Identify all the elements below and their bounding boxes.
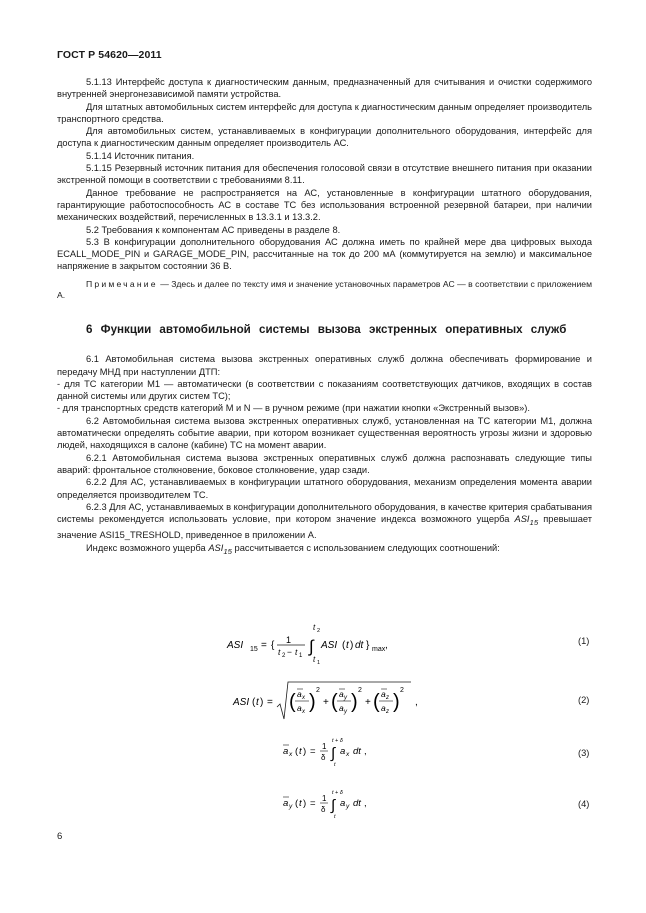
max-subscript: max bbox=[372, 646, 386, 653]
lower-limit: t bbox=[334, 814, 336, 820]
paren: ) bbox=[309, 691, 316, 713]
paragraph: Для штатных автомобильных систем интерфейс для доступа к диагностическим данным определяет производитель транспортного средства. bbox=[57, 101, 592, 124]
fraction-numerator: 1 bbox=[286, 635, 292, 645]
lower-limit-subscript: 1 bbox=[317, 660, 321, 664]
upper-limit-subscript: 2 bbox=[317, 628, 321, 634]
a-symbol: a bbox=[339, 703, 344, 713]
t-symbol: t bbox=[256, 697, 259, 708]
t-symbol: t bbox=[299, 798, 302, 809]
equation-3 bbox=[281, 735, 401, 769]
paragraph-index bbox=[57, 542, 592, 558]
a-symbol: a bbox=[381, 689, 386, 699]
document-header: ГОСТ Р 54620—2011 bbox=[57, 49, 162, 61]
a-symbol: a bbox=[283, 746, 289, 757]
equals-sign: = bbox=[310, 798, 316, 809]
plus-sign: + bbox=[365, 697, 371, 708]
paren: ) bbox=[303, 746, 307, 757]
asi-subscript: 15 bbox=[250, 646, 258, 653]
x-subscript: x bbox=[346, 751, 350, 758]
asi-symbol: ASI bbox=[514, 514, 530, 525]
plus-sign: + bbox=[323, 697, 329, 708]
paragraph-text: Индекс возможного ущерба bbox=[86, 542, 206, 553]
paren: ( bbox=[331, 691, 338, 713]
paren: ( bbox=[252, 697, 256, 708]
integral-sign: ∫ bbox=[309, 637, 314, 656]
dt-symbol: dt bbox=[353, 746, 361, 757]
a-symbol: a bbox=[283, 798, 289, 809]
note-label: Примечание bbox=[86, 278, 158, 289]
fraction-numerator: 1 bbox=[322, 794, 327, 803]
list-item: - для транспортных средств категорий М и N — в ручном режиме (при нажатии кнопки «Экстренный вызов»). bbox=[57, 403, 530, 414]
t-symbol: t bbox=[299, 746, 302, 757]
equation-number: (3) bbox=[578, 748, 590, 758]
x-subscript: x bbox=[289, 751, 293, 758]
y-subscript: y bbox=[289, 803, 293, 810]
delta-symbol: δ bbox=[321, 805, 326, 814]
brace-open: { bbox=[271, 640, 275, 651]
asi-symbol: ASI bbox=[227, 640, 244, 651]
t-symbol: t bbox=[313, 655, 316, 664]
upper-limit: t + δ bbox=[332, 738, 343, 744]
equals-sign: = bbox=[261, 640, 267, 651]
paren: ) bbox=[351, 691, 358, 713]
x-subscript: x bbox=[302, 695, 305, 701]
z-subscript: z bbox=[386, 709, 389, 715]
equation-1 bbox=[225, 622, 425, 664]
minus-sign: − bbox=[287, 647, 292, 657]
asi-symbol: ASI bbox=[208, 542, 224, 553]
a-symbol: a bbox=[340, 746, 346, 757]
paren: ( bbox=[373, 691, 380, 713]
paragraph: 6.2 Автомобильная система вызова экстренных оперативных служб, установленная на ТС категории М1, должна автоматически определять событие аварии, при котором возникает существенная вероятность угрозы жизни и здоровью людей, находящихся в салоне (кабине) ТС на момент аварии. bbox=[57, 415, 592, 451]
t-symbol: t bbox=[278, 647, 281, 657]
paragraph: 5.2 Требования к компонентам АС приведены в разделе 8. bbox=[86, 224, 341, 235]
equation-number: (4) bbox=[578, 799, 590, 809]
square-exponent: 2 bbox=[400, 687, 404, 694]
paragraph: 5.1.15 Резервный источник питания для обеспечения голосовой связи в отсутствие внешнего питания при оказании экстренной помощи в соответствии с требованиями 8.11. bbox=[57, 163, 592, 186]
a-symbol: a bbox=[297, 703, 302, 713]
a-symbol: a bbox=[381, 703, 386, 713]
t1-subscript: 1 bbox=[299, 653, 303, 659]
fraction-numerator: 1 bbox=[322, 742, 327, 751]
integral-sign: ∫ bbox=[331, 797, 336, 814]
dt-symbol: dt bbox=[355, 640, 364, 651]
equals-sign: = bbox=[310, 746, 316, 757]
asi-symbol: ASI bbox=[321, 640, 338, 651]
a-symbol: a bbox=[297, 689, 302, 699]
paren: ) bbox=[303, 798, 307, 809]
lower-limit: t bbox=[334, 762, 336, 768]
z-subscript: z bbox=[386, 695, 389, 701]
paragraph: 6.2.2 Для АС, устанавливаемых в конфигурации штатного оборудования, механизм определения момента аварии определяется производителем ТС. bbox=[57, 477, 592, 500]
note-text: — Здесь и далее по тексту имя и значение установочных параметров АС — в соответствии с приложением А. bbox=[57, 278, 592, 301]
t-symbol: t bbox=[313, 623, 316, 632]
a-symbol: a bbox=[339, 689, 344, 699]
t2-subscript: 2 bbox=[282, 653, 286, 659]
brace-close: } bbox=[366, 640, 370, 651]
document-body bbox=[57, 76, 592, 558]
t-symbol: t bbox=[295, 647, 298, 657]
asi-subscript: 15 bbox=[529, 517, 539, 527]
comma: , bbox=[364, 746, 367, 757]
comma: , bbox=[364, 798, 367, 809]
equation-number: (2) bbox=[578, 695, 590, 705]
paren: ( bbox=[295, 746, 299, 757]
paragraph-6-2-3 bbox=[57, 501, 592, 542]
paren: ) bbox=[260, 697, 264, 708]
paragraph: 5.3 В конфигурации дополнительного оборудования АС должна иметь по крайней мере два цифровых выхода ECALL_MODE_PIN и GARAGE_MODE_PIN, рассчитанные на ток до 200 мА (коммутируется на землю) и максимальное напряжение в закрытом состоянии 36 В. bbox=[57, 236, 592, 272]
comma: , bbox=[415, 697, 418, 708]
asi-symbol: ASI bbox=[233, 697, 250, 708]
equation-4 bbox=[281, 787, 401, 821]
page-number: 6 bbox=[57, 831, 63, 842]
delta-symbol: δ bbox=[321, 753, 326, 762]
paragraph: 5.1.14 Источник питания. bbox=[86, 150, 195, 161]
asi-subscript: 15 bbox=[223, 546, 232, 556]
t-symbol: t bbox=[346, 640, 349, 651]
paragraph: Для автомобильных систем, устанавливаемых в конфигурации дополнительного оборудования, интерфейс для доступа к диагностическим данным определяет производитель АС. bbox=[57, 126, 592, 149]
x-subscript: x bbox=[302, 709, 305, 715]
square-exponent: 2 bbox=[316, 687, 320, 694]
paren: ( bbox=[342, 640, 346, 651]
equation-2 bbox=[231, 680, 431, 722]
integral-sign: ∫ bbox=[331, 745, 336, 762]
comma: , bbox=[385, 640, 388, 651]
y-subscript: y bbox=[344, 695, 347, 701]
a-symbol: a bbox=[340, 798, 346, 809]
paren: ( bbox=[295, 798, 299, 809]
equation-number: (1) bbox=[578, 636, 590, 646]
paragraph: 5.1.13 Интерфейс доступа к диагностическим данным, предназначенный для считывания и очистки содержимого внутренней энергонезависимой памяти устройства. bbox=[57, 77, 592, 100]
dt-symbol: dt bbox=[353, 798, 361, 809]
paragraph-text: превышает значение ASI15_TRESHOLD, приведенное в приложении А. bbox=[57, 514, 592, 541]
section-title: 6 Функции автомобильной системы вызова экстренных оперативных служб bbox=[86, 322, 567, 336]
paragraph-text: 6.2.3 Для АС, устанавливаемых в конфигурации дополнительного оборудования, в качестве критерия срабатывания системы рекомендуется использовать условие, при котором значение индекса возможного ущерба bbox=[57, 501, 592, 525]
y-subscript: y bbox=[346, 803, 350, 810]
square-exponent: 2 bbox=[358, 687, 362, 694]
list-item: - для ТС категории М1 — автоматически (в соответствии с показаниям соответствующих датчиков, входящих в состав данной системы или других систем ТС); bbox=[57, 378, 592, 402]
y-subscript: y bbox=[344, 709, 347, 715]
paragraph-text: рассчитывается с использованием следующих соотношений: bbox=[234, 542, 500, 553]
paren: ) bbox=[350, 640, 354, 651]
paren: ( bbox=[289, 691, 296, 713]
note bbox=[57, 279, 592, 302]
paren: ) bbox=[393, 691, 400, 713]
paragraph: 6.1 Автомобильная система вызова экстренных оперативных служб должна обеспечивать формирование и передачу МНД при наступлении ДТП: bbox=[57, 354, 592, 377]
upper-limit: t + δ bbox=[332, 790, 343, 796]
paragraph: Данное требование не распространяется на АС, установленные в конфигурации штатного оборудования, гарантирующие работоспособность АС в составе ТС без использования встроенной резервной батареи, при наличии механических воздействий, перечисленных в 13.3.1 и 13.3.2. bbox=[57, 187, 592, 223]
equals-sign: = bbox=[267, 697, 273, 708]
paragraph: 6.2.1 Автомобильная система вызова экстренных оперативных служб должна распознавать следующие типы аварий: фронтальное столкновение, боковое столкновение, удар сзади. bbox=[57, 452, 592, 475]
